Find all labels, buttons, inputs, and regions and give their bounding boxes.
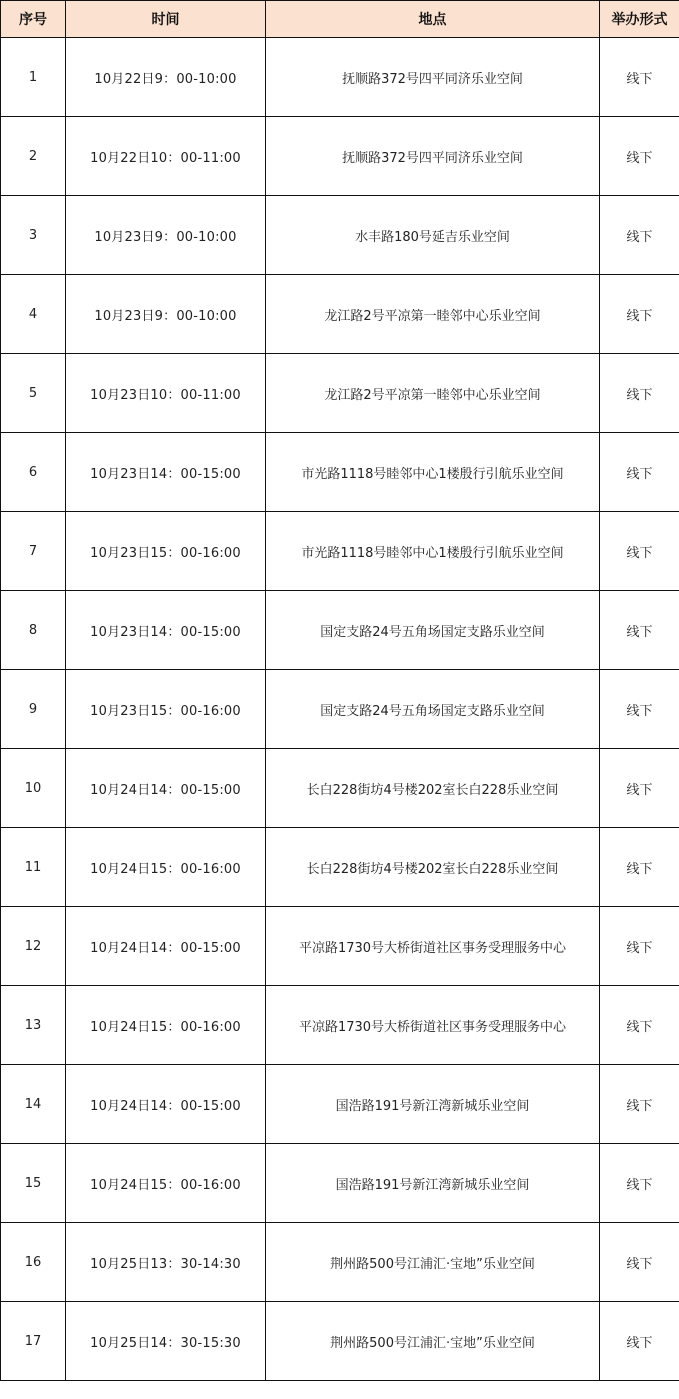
cell-time: 10月23日15：00-16:00: [66, 512, 266, 591]
cell-time: 10月22日9：00-10:00: [66, 38, 266, 117]
cell-number: 9: [1, 670, 66, 749]
cell-location: 市光路1118号睦邻中心1楼殷行引航乐业空间: [266, 512, 600, 591]
cell-number: 11: [1, 828, 66, 907]
table-header: [1, 1, 679, 38]
cell-number: 10: [1, 749, 66, 828]
cell-time: 10月23日14：00-15:00: [66, 591, 266, 670]
cell-location: 水丰路180号延吉乐业空间: [266, 196, 600, 275]
cell-format: 线下: [600, 1223, 679, 1302]
cell-time: 10月22日10：00-11:00: [66, 117, 266, 196]
cell-number: 6: [1, 433, 66, 512]
cell-location: 抚顺路372号四平同济乐业空间: [266, 38, 600, 117]
table-row: [1, 749, 679, 828]
cell-time: 10月25日14：30-15:30: [66, 1302, 266, 1381]
table-row: [1, 828, 679, 907]
cell-format: 线下: [600, 749, 679, 828]
cell-time: 10月24日15：00-16:00: [66, 828, 266, 907]
cell-time: 10月23日9：00-10:00: [66, 196, 266, 275]
cell-number: 3: [1, 196, 66, 275]
cell-time: 10月25日13：30-14:30: [66, 1223, 266, 1302]
cell-location: 国定支路24号五角场国定支路乐业空间: [266, 591, 600, 670]
table-row: [1, 433, 679, 512]
column-header-time: 时间: [66, 1, 266, 38]
cell-number: 5: [1, 354, 66, 433]
cell-number: 4: [1, 275, 66, 354]
cell-format: 线下: [600, 1144, 679, 1223]
cell-time: 10月23日9：00-10:00: [66, 275, 266, 354]
table-row: [1, 1144, 679, 1223]
cell-location: 平凉路1730号大桥街道社区事务受理服务中心: [266, 907, 600, 986]
cell-location: 国浩路191号新江湾新城乐业空间: [266, 1065, 600, 1144]
table-row: [1, 907, 679, 986]
header-row: [1, 1, 679, 38]
cell-number: 8: [1, 591, 66, 670]
cell-format: 线下: [600, 907, 679, 986]
cell-time: 10月24日15：00-16:00: [66, 986, 266, 1065]
cell-number: 2: [1, 117, 66, 196]
column-header-format: 举办形式: [600, 1, 679, 38]
cell-number: 13: [1, 986, 66, 1065]
cell-location: 平凉路1730号大桥街道社区事务受理服务中心: [266, 986, 600, 1065]
cell-location: 国定支路24号五角场国定支路乐业空间: [266, 670, 600, 749]
cell-time: 10月23日15：00-16:00: [66, 670, 266, 749]
table-row: [1, 1302, 679, 1381]
cell-format: 线下: [600, 196, 679, 275]
cell-number: 7: [1, 512, 66, 591]
cell-time: 10月24日14：00-15:00: [66, 907, 266, 986]
cell-format: 线下: [600, 38, 679, 117]
column-header-number: 序号: [1, 1, 66, 38]
table-row: [1, 591, 679, 670]
cell-location: 抚顺路372号四平同济乐业空间: [266, 117, 600, 196]
column-header-location: 地点: [266, 1, 600, 38]
table-row: [1, 117, 679, 196]
table-row: [1, 1223, 679, 1302]
table-row: [1, 38, 679, 117]
cell-time: 10月23日10：00-11:00: [66, 354, 266, 433]
cell-number: 16: [1, 1223, 66, 1302]
cell-location: 长白228街坊4号楼202室长白228乐业空间: [266, 749, 600, 828]
cell-format: 线下: [600, 512, 679, 591]
cell-number: 1: [1, 38, 66, 117]
table-row: [1, 196, 679, 275]
cell-format: 线下: [600, 1065, 679, 1144]
cell-number: 17: [1, 1302, 66, 1381]
table-row: [1, 1065, 679, 1144]
cell-location: 荆州路500号江浦汇·宝地”乐业空间: [266, 1302, 600, 1381]
table-row: [1, 670, 679, 749]
cell-location: 荆州路500号江浦汇·宝地”乐业空间: [266, 1223, 600, 1302]
table-row: [1, 275, 679, 354]
cell-format: 线下: [600, 117, 679, 196]
table-row: [1, 986, 679, 1065]
table-row: [1, 354, 679, 433]
cell-location: 长白228街坊4号楼202室长白228乐业空间: [266, 828, 600, 907]
cell-format: 线下: [600, 670, 679, 749]
cell-time: 10月24日14：00-15:00: [66, 1065, 266, 1144]
table-body: [1, 38, 679, 1381]
cell-time: 10月24日15：00-16:00: [66, 1144, 266, 1223]
cell-location: 龙江路2号平凉第一睦邻中心乐业空间: [266, 354, 600, 433]
cell-location: 市光路1118号睦邻中心1楼殷行引航乐业空间: [266, 433, 600, 512]
cell-format: 线下: [600, 986, 679, 1065]
cell-location: 国浩路191号新江湾新城乐业空间: [266, 1144, 600, 1223]
cell-number: 12: [1, 907, 66, 986]
cell-format: 线下: [600, 433, 679, 512]
cell-number: 15: [1, 1144, 66, 1223]
cell-format: 线下: [600, 828, 679, 907]
cell-number: 14: [1, 1065, 66, 1144]
cell-format: 线下: [600, 591, 679, 670]
table-row: [1, 512, 679, 591]
cell-time: 10月24日14：00-15:00: [66, 749, 266, 828]
cell-format: 线下: [600, 354, 679, 433]
cell-location: 龙江路2号平凉第一睦邻中心乐业空间: [266, 275, 600, 354]
cell-time: 10月23日14：00-15:00: [66, 433, 266, 512]
cell-format: 线下: [600, 1302, 679, 1381]
cell-format: 线下: [600, 275, 679, 354]
